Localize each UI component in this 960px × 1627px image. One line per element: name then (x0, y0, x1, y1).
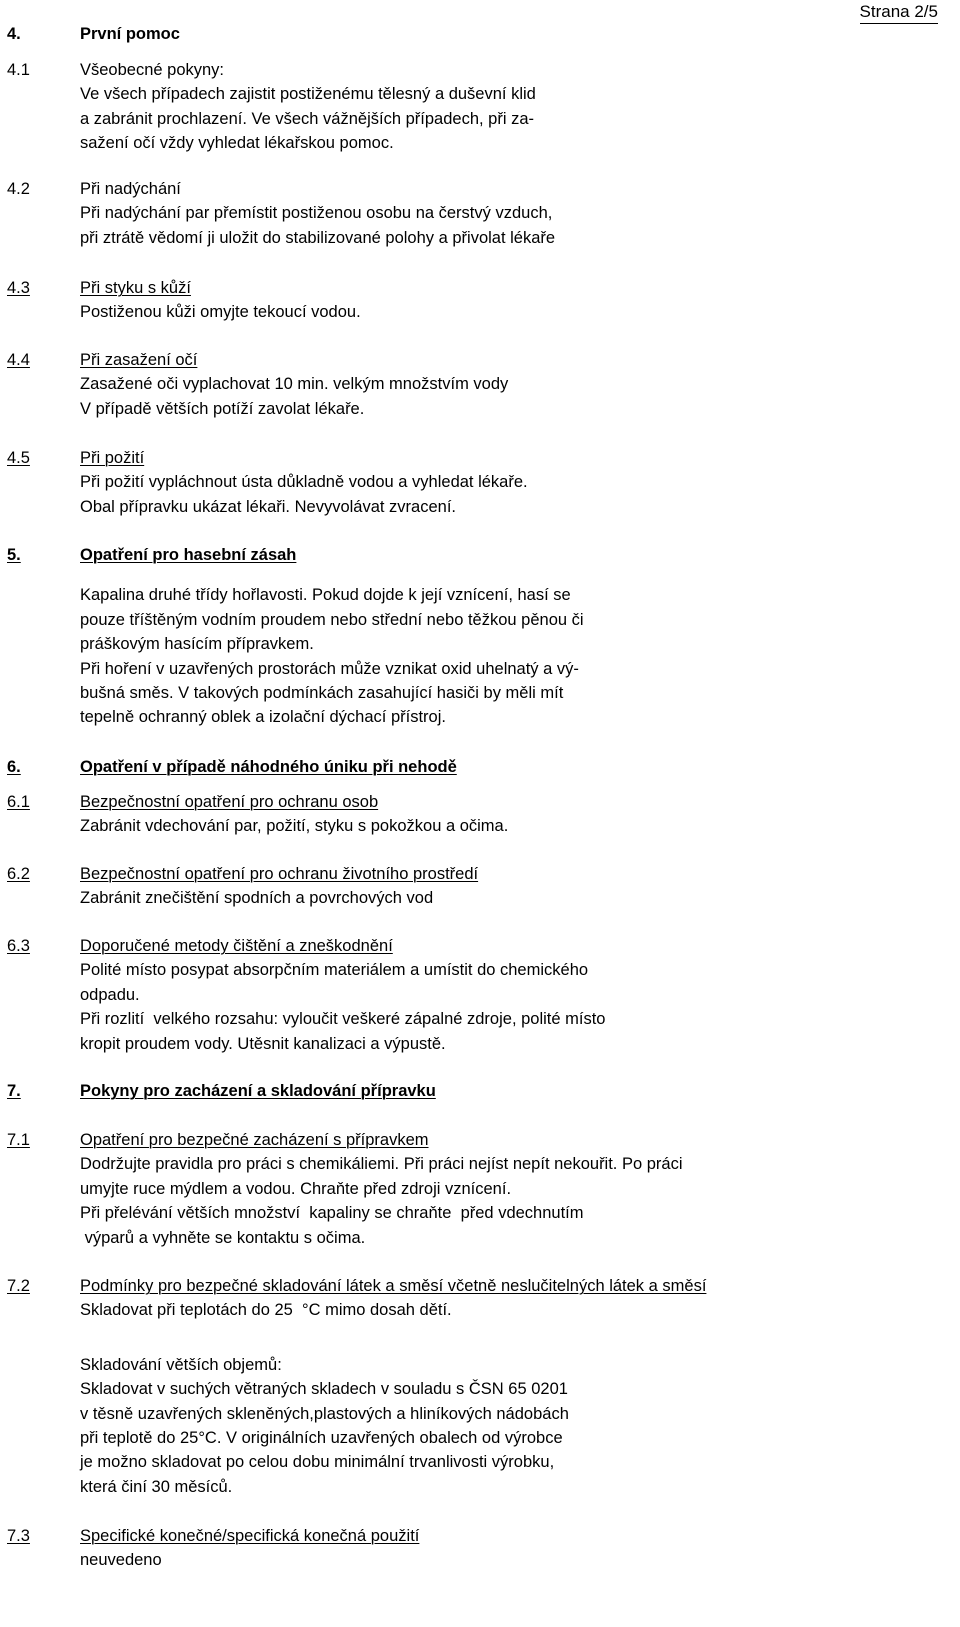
section-body (80, 348, 920, 421)
section-body (80, 862, 920, 911)
section-number: 5. (7, 546, 21, 564)
section-text-line: práškovým hasícím přípravkem. (80, 635, 314, 654)
section-text-line: Dodržujte pravidla pro práci s chemikáliemi. Při práci nejíst nepít nekouřit. Po práci (80, 1155, 683, 1174)
section-number: 4.5 (7, 449, 30, 467)
section-text-line (80, 1323, 920, 1353)
section-title: Při nadýchání (80, 180, 181, 198)
section-text-line: sažení očí vždy vyhledat lékařskou pomoc. (80, 134, 394, 153)
section-text-line: při ztrátě vědomí ji uložit do stabilizované polohy a přivolat lékaře (80, 228, 556, 247)
section-title: Opatření v případě náhodného úniku při nehodě (80, 758, 457, 776)
section-text-line: Při požití vypláchnout ústa důkladně vodou a vyhledat lékaře. (80, 473, 528, 492)
section-title: Specifické konečné/specifická konečná použití (80, 1527, 420, 1545)
section-text-line: pouze tříštěným vodním proudem nebo střední nebo těžkou pěnou či (80, 610, 584, 629)
section-number: 7. (7, 1082, 21, 1100)
section-text-line: výparů a vyhněte se kontaktu s očima. (80, 1228, 366, 1247)
section-text-line: bušná směs. V takových podmínkách zasahující hasiči by měli mít (80, 684, 564, 703)
section-text-line: kropit proudem vody. Utěsnit kanalizaci a výpustě. (80, 1034, 446, 1053)
section-number: 4.3 (7, 279, 30, 297)
section-body (80, 276, 920, 325)
section-text-line: při teplotě do 25°C. V originálních uzavřených obalech od výrobce (80, 1429, 563, 1448)
section-number: 7.1 (7, 1131, 30, 1149)
section-title: První pomoc (80, 25, 180, 43)
section-title: Při styku s kůží (80, 279, 191, 297)
section-title: Všeobecné pokyny: (80, 61, 225, 79)
section-body (80, 58, 920, 156)
section-body (80, 1524, 920, 1573)
section-body (80, 934, 920, 1056)
section-text-line: Zabránit znečištění spodních a povrchových vod (80, 889, 434, 908)
section-body (80, 1274, 920, 1499)
section-number: 4. (7, 25, 21, 43)
section-text-line: neuvedeno (80, 1551, 162, 1570)
section-body (80, 755, 920, 779)
section-number: 4.4 (7, 351, 30, 369)
section-text-line: a zabránit prochlazení. Ve všech vážnějších případech, při za- (80, 109, 534, 128)
section-text-line: v těsně uzavřených skleněných,plastových a hliníkových nádobách (80, 1404, 569, 1423)
section-text-line: V případě větších potíží zavolat lékaře. (80, 399, 365, 418)
section-number: 4.1 (7, 61, 30, 79)
section-title: Bezpečnostní opatření pro ochranu životního prostředí (80, 865, 479, 883)
section-title: Při požití (80, 449, 145, 467)
section-number: 7.2 (7, 1277, 30, 1295)
section-body (80, 790, 920, 839)
section-title: Pokyny pro zacházení a skladování přípravku (80, 1082, 436, 1100)
section-text-line: Obal přípravku ukázat lékaři. Nevyvolávat zvracení. (80, 497, 456, 516)
section-text-line: Při nadýchání par přemístit postiženou osobu na čerstvý vzduch, (80, 204, 553, 223)
section-number: 6.3 (7, 937, 30, 955)
section-text-line: Zasažené oči vyplachovat 10 min. velkým množstvím vody (80, 375, 509, 394)
section-title: Opatření pro hasební zásah (80, 546, 297, 564)
section-text-line: Ve všech případech zajistit postiženému tělesný a duševní klid (80, 85, 536, 104)
section-number: 7.3 (7, 1527, 30, 1545)
section-body (80, 1128, 920, 1250)
section-body (80, 446, 920, 519)
section-text-line: Skladovat při teplotách do 25 °C mimo dosah dětí. (80, 1301, 452, 1320)
section-title: Podmínky pro bezpečné skladování látek a směsí včetně neslučitelných látek a směsí (80, 1277, 707, 1295)
section-text-line: umyjte ruce mýdlem a vodou. Chraňte před zdroji vznícení. (80, 1179, 512, 1198)
section-title: Bezpečnostní opatření pro ochranu osob (80, 793, 379, 811)
section-text-line: je možno skladovat po celou dobu minimální trvanlivosti výrobku, (80, 1453, 555, 1472)
section-text-line: Skladovat v suchých větraných skladech v souladu s ČSN 65 0201 (80, 1380, 568, 1399)
section-text-line: Polité místo posypat absorpčním materiálem a umístit do chemického (80, 961, 589, 980)
section-text-line: Skladování větších objemů: (80, 1355, 282, 1374)
section-text-line: Kapalina druhé třídy hořlavosti. Pokud dojde k její vznícení, hasí se (80, 586, 571, 605)
section-number: 4.2 (7, 180, 30, 198)
section-body (80, 177, 920, 250)
section-number: 6.2 (7, 865, 30, 883)
section-title: Opatření pro bezpečné zacházení s přípravkem (80, 1131, 429, 1149)
section-body (80, 22, 920, 46)
section-text-line: Při přelévání větších množství kapaliny se chraňte před vdechnutím (80, 1204, 584, 1223)
section-text-line: Zabránit vdechování par, požití, styku s pokožkou a očima. (80, 817, 509, 836)
section-text-line: která činí 30 měsíců. (80, 1477, 233, 1496)
section-text-line: Při rozlití velkého rozsahu: vyloučit veškeré zápalné zdroje, polité místo (80, 1010, 606, 1029)
section-number: 6. (7, 758, 21, 776)
page-number: Strana 2/5 (860, 2, 938, 24)
section-title: Při zasažení očí (80, 351, 198, 369)
section-body (80, 543, 920, 730)
section-number: 6.1 (7, 793, 30, 811)
section-text-line: odpadu. (80, 985, 140, 1004)
section-body (80, 1079, 920, 1103)
section-text-line: tepelně ochranný oblek a izolační dýchací přístroj. (80, 708, 446, 727)
section-text-line: Při hoření v uzavřených prostorách může vznikat oxid uhelnatý a vý- (80, 659, 579, 678)
section-text-line (80, 567, 920, 583)
section-title: Doporučené metody čištění a zneškodnění (80, 937, 393, 955)
section-text-line: Postiženou kůži omyjte tekoucí vodou. (80, 303, 361, 322)
